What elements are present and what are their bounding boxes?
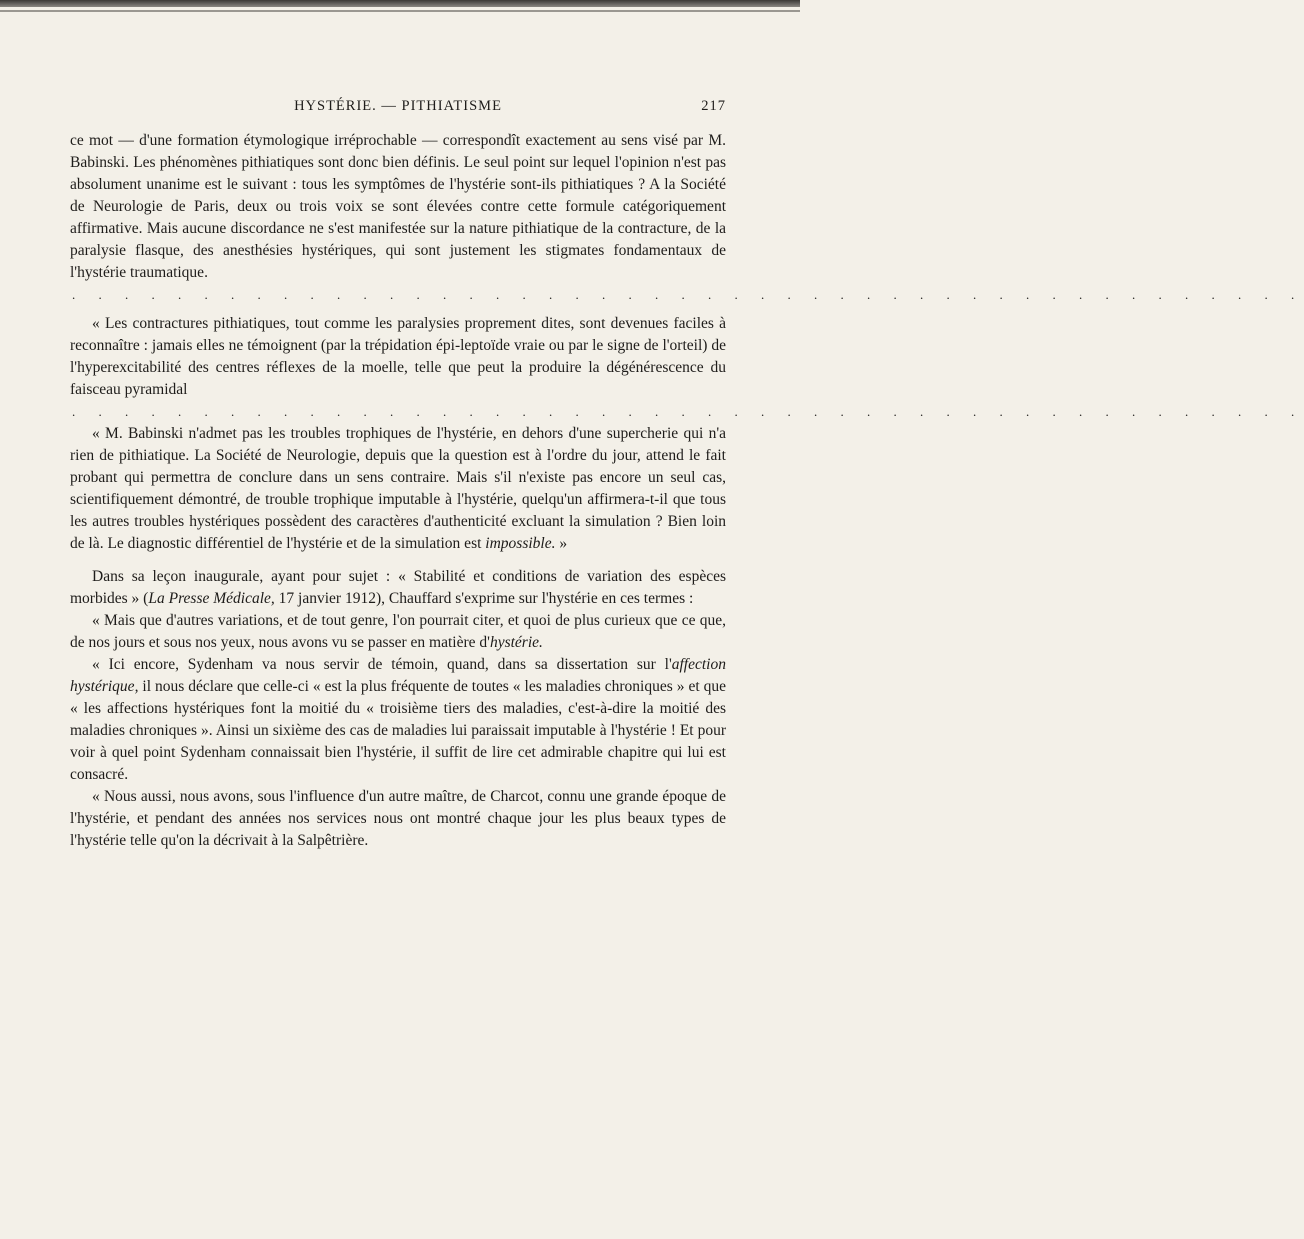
running-head: HYSTÉRIE. — PITHIATISME	[294, 98, 502, 114]
body-text	[70, 130, 1304, 852]
paragraph-6-text: « Ici encore, Sydenham va nous servir de témoin, quand, dans sa dissertation sur l'	[92, 656, 672, 673]
paragraph-3-close: »	[555, 535, 568, 552]
paragraph-4-text: Dans sa leçon inaugurale, ayant pour sujet : « Stabilité et conditions de variation des espèces morbides » (	[70, 568, 726, 607]
paragraph-1: ce mot — d'une formation étymologique irréprochable — correspondît exactement au sens visé par M. Babinski. Les phénomènes pithiatiques sont donc bien définis. Le seul point sur lequel l'opinion n'est pas absolument unanime est le suivant : tous les symptômes de l'hystérie sont-ils pithiatiques ? A la Société de Neurologie de Paris, deux ou trois voix se sont élevées contre cette formule catégoriquement affirmative. Mais aucune discordance ne s'est manifestée sur la nature pithiatique de la contracture, de la paralysie flasque, des anesthésies hystériques, qui sont justement les stigmates fondamentaux de l'hystérie traumatique.	[70, 132, 726, 281]
paragraph-2: « Les contractures pithiatiques, tout comme les paralysies proprement dites, sont devenues faciles à reconnaître : jamais elles ne témoignent (par la trépidation épi-leptoïde vraie ou par le signe de l'orteil) de l'hyperexcitabilité des centres réflexes de la moelle, telle que peut la produire la dégénérescence du faisceau pyramidal	[70, 315, 726, 398]
paragraph-7: « Nous aussi, nous avons, sous l'influence d'un autre maître, de Charcot, connu une grande époque de l'hystérie, et pendant des années nos services nous ont montré chaque jour les plus beaux types de l'hystérie telle qu'on la décrivait à la Salpêtrière.	[70, 788, 726, 849]
paragraph-3-text: « M. Babinski n'admet pas les troubles trophiques de l'hystérie, en dehors d'une supercherie qui n'a rien de pithiatique. La Société de Neurologie, depuis que la question est à l'ordre du jour, attend le fait probant qui permettra de conclure dans un sens contraire. Mais s'il n'existe pas encore un seul cas, scientifiquement démontré, de trouble trophique imputable à l'hystérie, quelqu'un affirmera-t-il que tous les autres troubles hystériques possèdent des caractères d'authenticité excluant la simulation ? Bien loin de là. Le diagnostic différentiel de l'hystérie et de la simulation est	[70, 425, 726, 552]
paragraph-4-citation: La Presse Médicale,	[148, 590, 275, 607]
ellipsis-row-1: . . . . . . . . . . . . . . . . . . . . . . . . . . . . . . . . . . . . . . . . . . . . . . .	[72, 287, 1304, 302]
paragraph-5-emphasis: hystérie.	[489, 634, 543, 651]
paragraph-3	[70, 423, 726, 555]
paragraph-4	[70, 566, 726, 610]
page-top-rule	[0, 10, 800, 12]
paragraph-3-emphasis: impossible.	[485, 535, 556, 552]
page-top-edge	[0, 0, 800, 7]
paragraph-4-text-end: 17 janvier 1912), Chauffard s'exprime sur l'hystérie en ces termes :	[274, 590, 694, 607]
paragraph-5-text: « Mais que d'autres variations, et de tout genre, l'on pourrait citer, et quoi de plus curieux que ce que, de nos jours et sous nos yeux, nous avons vu se passer en matière d'	[70, 612, 726, 651]
paragraph-6-emphasis: affection hystérique,	[70, 656, 726, 695]
page-number: 217	[701, 98, 726, 114]
paragraph-6-text-end: il nous déclare que celle-ci « est la plus fréquente de toutes « les maladies chroniques » et que « les affections hystériques font la moitié du « troisième tiers des maladies, c'est-à-dire la moitié des maladies chroniques ». Ainsi un sixième des cas de maladies lui paraissait imputable à l'hystérie ! Et pour voir à quel point Sydenham connaissait bien l'hystérie, il suffit de lire cet admirable chapitre qui lui est consacré.	[70, 678, 726, 783]
paragraph-6	[70, 654, 726, 786]
page-header	[70, 98, 726, 120]
paragraph-5	[70, 610, 726, 654]
ellipsis-row-2: . . . . . . . . . . . . . . . . . . . . . . . . . . . . . . . . . . . . . . . . . . . . . . .	[72, 404, 1304, 419]
